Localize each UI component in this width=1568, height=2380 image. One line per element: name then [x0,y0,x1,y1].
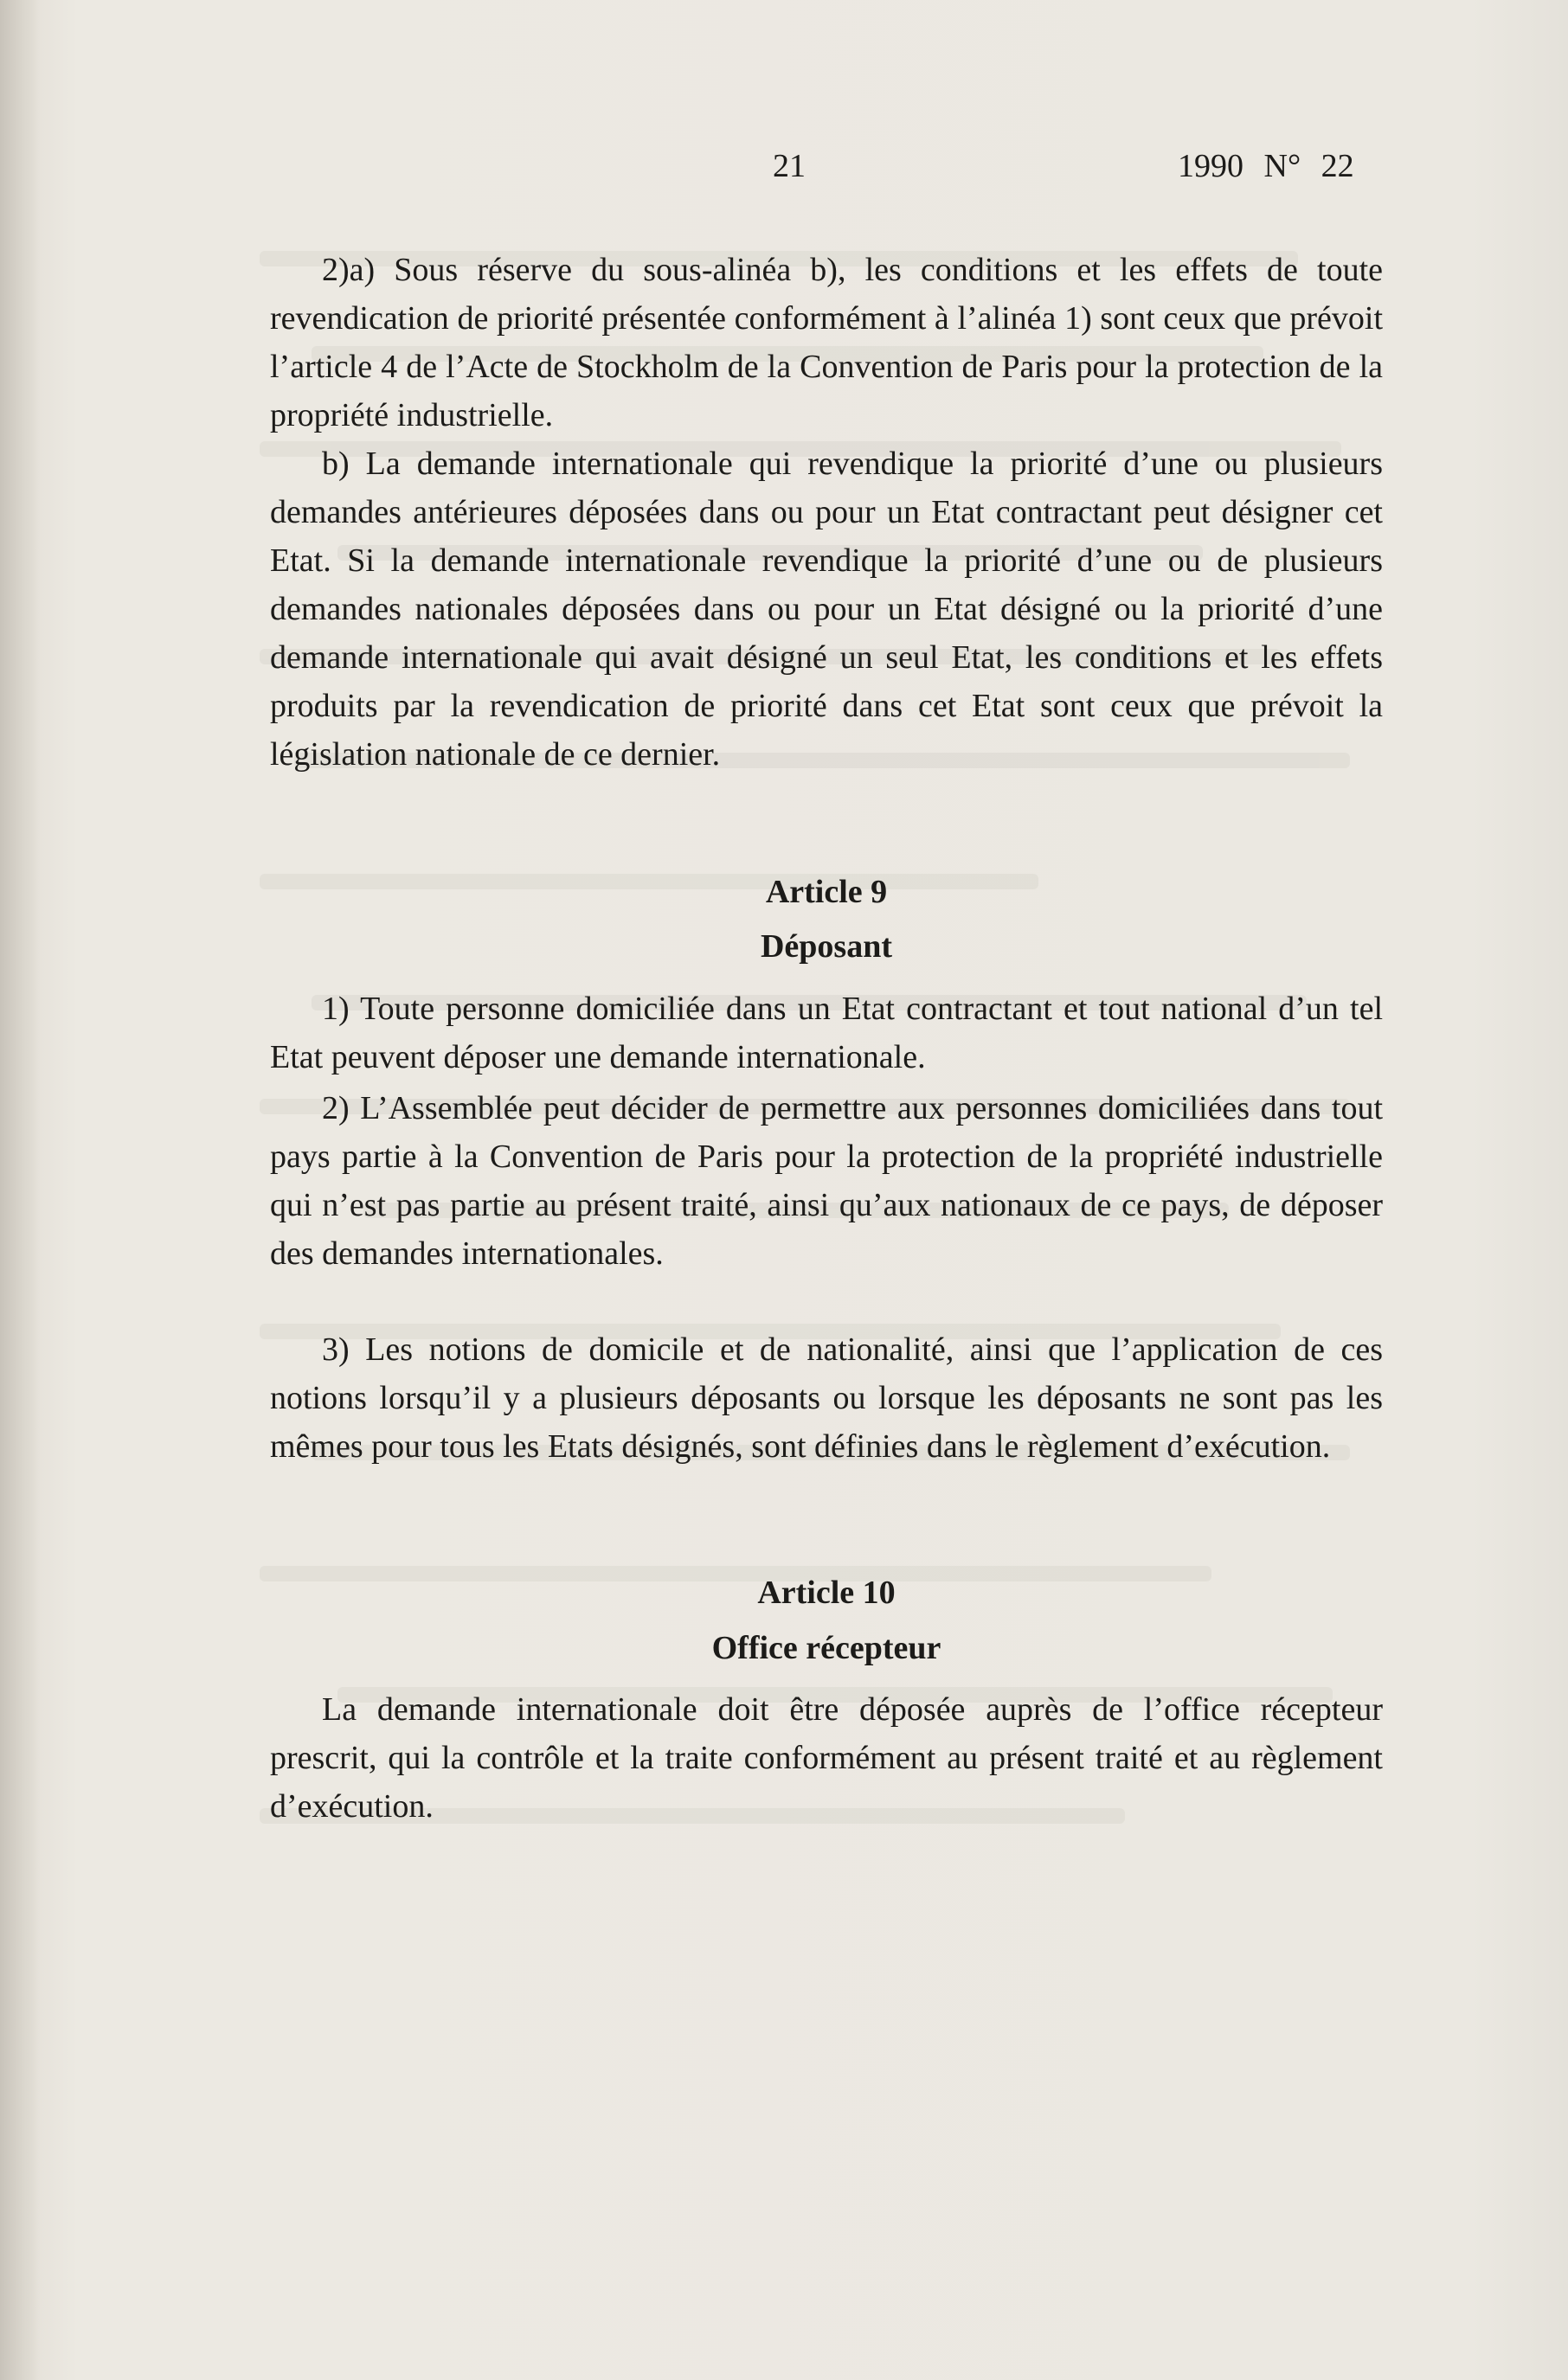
page-number: 21 [773,148,806,184]
paragraph-text: 1) Toute personne domiciliée dans un Etat contractant et tout national d’un tel Etat peuvent déposer une demande internationale. [270,991,1383,1075]
article-10-paragraph [270,1685,1383,1831]
paragraph-2b [270,439,1383,779]
article-9-paragraph-3 [270,1325,1383,1471]
paragraph-text: 2) L’Assemblée peut décider de permettre aux personnes domiciliées dans tout pays partie à la Convention de Paris pour la protection de la propriété industrielle qui n’est pas partie au présent traité, ainsi qu’aux nationaux de ce pays, de déposer des demandes internationales. [270,1090,1383,1272]
article-10-title: Article 10 [757,1575,896,1611]
paragraph-text: La demande internationale doit être déposée auprès de l’office récepteur prescrit, qui la contrôle et la traite conformément au présent traité et au règlement d’exécution. [270,1691,1383,1825]
paragraph-text: 3) Les notions de domicile et de nationalité, ainsi que l’application de ces notions lorsqu’il y a plusieurs déposants ou lorsque les déposants ne sont pas les mêmes pour tous les Etats désignés, sont définies dans le règlement d’exécution. [270,1331,1383,1465]
article-9-subtitle: Déposant [760,928,893,965]
page-header [0,147,1568,199]
paragraph-text: b) La demande internationale qui revendique la priorité d’une ou plusieurs demandes antérieures déposées dans ou pour un Etat contractant peut désigner cet Etat. Si la demande internationale revendique la priorité d’une ou de plusieurs demandes nationales déposées dans ou pour un Etat désigné ou la priorité d’une demande internationale qui avait désigné un seul Etat, les conditions et les effets produits par la revendication de priorité dans cet Etat sont ceux que prévoit la législation nationale de ce dernier. [270,446,1383,773]
article-9-title: Article 9 [765,874,888,910]
binding-gutter-shadow [0,0,40,2380]
article-9-paragraph-1 [270,985,1383,1081]
paragraph-2a [270,246,1383,439]
document-reference: 1990 N° 22 [1178,148,1354,184]
article-10-subtitle: Office récepteur [711,1630,941,1666]
paragraph-text: 2)a) Sous réserve du sous-alinéa b), les conditions et les effets de toute revendication de priorité présentée conformément à l’alinéa 1) sont ceux que prévoit l’article 4 de l’Acte de Stockholm de la Convention de Paris pour la protection de la propriété industrielle. [270,252,1383,433]
article-9-paragraph-2 [270,1084,1383,1278]
